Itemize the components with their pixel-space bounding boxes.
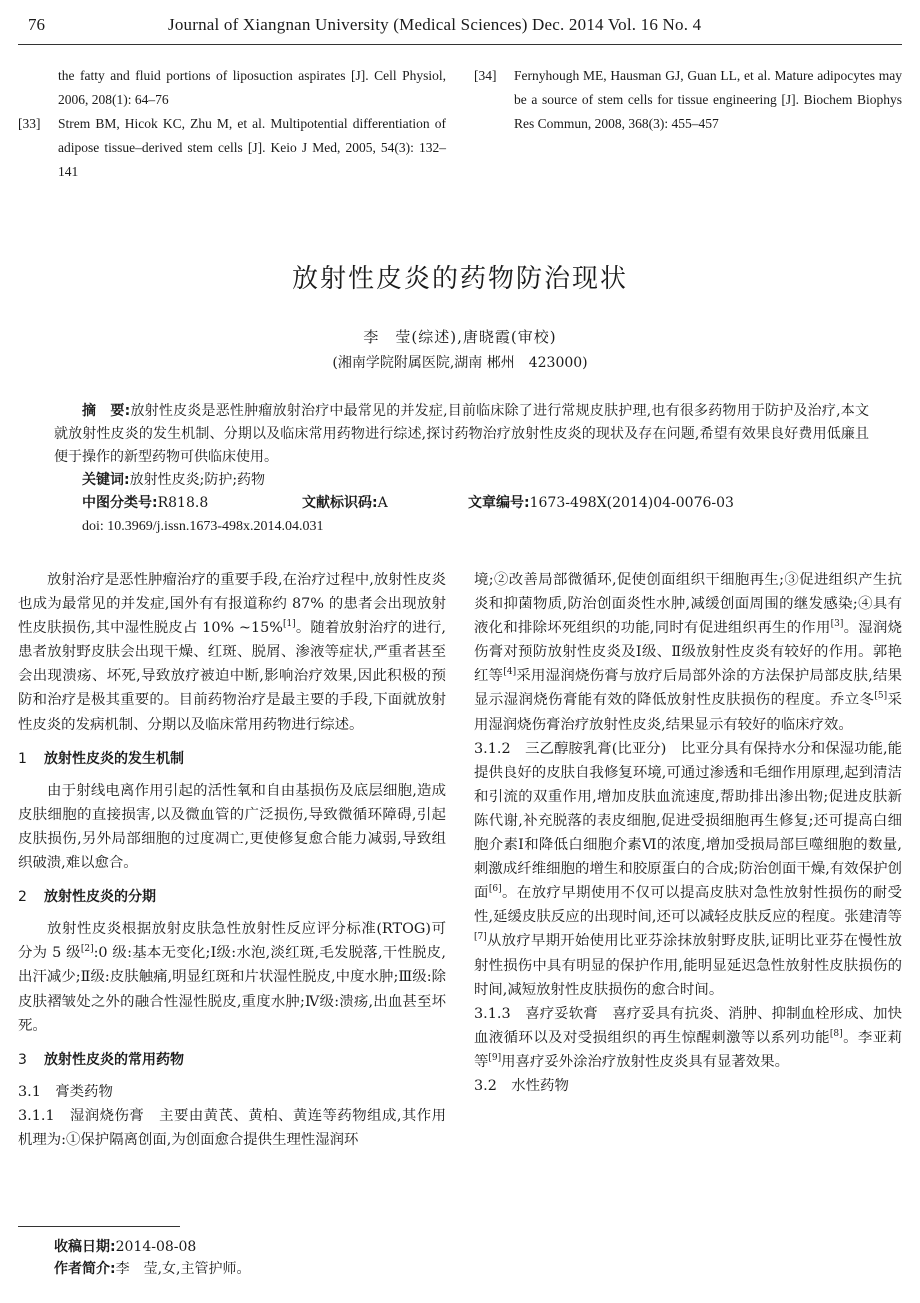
citation: [1]	[282, 619, 296, 630]
journal-running-head: Journal of Xiangnan University (Medical Sciences) Dec. 2014 Vol. 16 No. 4	[168, 15, 702, 34]
body-right-column	[474, 568, 902, 1098]
section-heading-2: 2 放射性皮炎的分期	[18, 889, 156, 906]
header-rule	[18, 44, 902, 45]
reference-text: Strem BM, Hicok KC, Zhu M, et al. Multipotential differentiation of adipose tissue–derived stem cells [J]. Keio J Med, 2005, 54(3): 132–141	[58, 116, 446, 179]
clc-field	[82, 492, 302, 515]
doccode-value: A	[377, 495, 388, 511]
footnote-rule	[18, 1226, 180, 1227]
received-date: 收稿日期:2014-08-08	[54, 1239, 197, 1255]
section-2-paragraph: 放射性皮炎根据放射皮肤急性放射性反应评分标准(RTOG)可分为 5 级[2]:0 级:基本无变化;Ⅰ级:水泡,淡红斑,毛发脱落,干性脱皮,出汗减少;Ⅱ级:皮肤触痛,明显红斑和片状湿性脱皮,中度水肿;Ⅲ级:除皮肤褶皱处之外的融合性湿性脱皮,重度水肿;Ⅳ级:溃疡,出血甚至坏死。	[18, 921, 447, 1034]
section-heading-1: 1 放射性皮炎的发生机制	[18, 750, 184, 767]
articleno-value: 1673-498X(2014)04-0076-03	[529, 495, 734, 511]
doccode-label: 文献标识码:	[302, 495, 378, 511]
references-right-column	[474, 64, 902, 136]
footnotes	[54, 1236, 251, 1280]
doi: doi: 10.3969/j.issn.1673-498x.2014.04.031	[82, 519, 324, 534]
reference-item	[18, 64, 446, 112]
references-left-column	[18, 64, 446, 184]
reference-text: the fatty and fluid portions of liposuction aspirates [J]. Cell Physiol, 2006, 208(1): 64–76	[58, 68, 446, 107]
page-header	[18, 14, 902, 36]
article-authors: 李 莹(综述),唐晓霞(审校)	[363, 328, 557, 346]
paragraph-3-1-1-continued: 境;②改善局部微循环,促使创面组织干细胞再生;③促进组织产生抗炎和抑菌物质,防治创面炎性水肿,减缓创面周围的继发感染;④具有液化和排除坏死组织的功能,同时有促进组织再生的作用[3]。湿润烧伤膏对预防放射性皮炎及Ⅰ级、Ⅱ级放射性皮炎有较好的作用。郭艳红等[4]采用湿润烧伤膏与放疗后局部外涂的方法保护局部皮肤,结果显示湿润烧伤膏能有效的降低放射性皮肤损伤的程度。乔立冬[5]采用湿润烧伤膏治疗放射性皮炎,结果显示有较好的临床疗效。	[474, 572, 902, 733]
article-title: 放射性皮炎的药物防治现状	[291, 264, 628, 294]
clc-value: R818.8	[157, 495, 209, 511]
reference-number: [34]	[474, 68, 497, 83]
abstract-text: 放射性皮炎是恶性肿瘤放射治疗中最常见的并发症,目前临床除了进行常规皮肤护理,也有很多药物用于防护及治疗,本文就放射性皮炎的发生机制、分期以及临床常用药物进行综述,探讨药物治疗放射性皮炎的现状及存在问题,希望有效果良好费用低廉且便于操作的新型药物可供临床使用。	[54, 403, 869, 465]
articleno-label: 文章编号:	[468, 495, 530, 511]
articleno-field	[468, 492, 734, 515]
reference-text: Fernyhough ME, Hausman GJ, Guan LL, et al. Mature adipocytes may be a source of stem cells for tissue engineering [J]. Biochem Biophys Res Commun, 2008, 368(3): 455–457	[514, 68, 902, 131]
reference-number: [33]	[18, 116, 41, 131]
doccode-field	[302, 492, 468, 515]
section-1-paragraph: 由于射线电离作用引起的活性氧和自由基损伤及底层细胞,造成皮肤细胞的直接损害,以及微血管的广泛损伤,导致微循环障碍,引起皮肤损伤,另外局部细胞的过度凋亡,更使修复愈合能力减弱,导致组织破溃,难以愈合。	[18, 782, 446, 872]
abstract-block	[54, 400, 869, 538]
section-heading-3: 3 放射性皮炎的常用药物	[18, 1051, 184, 1068]
reference-item	[18, 112, 446, 184]
keywords-line	[54, 469, 869, 492]
body-left-column	[18, 568, 446, 1152]
classification-line	[54, 492, 869, 515]
abstract	[54, 400, 869, 469]
author-bio: 作者简介:李 莹,女,主管护师。	[54, 1261, 251, 1277]
article-affiliation: (湘南学院附属医院,湖南 郴州 423000)	[332, 355, 588, 371]
subsection-3-1-1: 3.1.1 湿润烧伤膏 主要由黄芪、黄柏、黄连等药物组成,其作用机理为:①保护隔离创面,为创面愈合提供生理性湿润环	[18, 1107, 447, 1148]
abstract-label: 摘 要:	[82, 403, 131, 419]
citation: [2]	[80, 944, 94, 955]
subsection-3-1-3: 3.1.3 喜疗妥软膏 喜疗妥具有抗炎、消肿、抑制血栓形成、加快血液循环以及对受损组织的再生惊醒刺激等以系列功能[8]。李亚莉等[9]用喜疗妥外涂治疗放射性皮炎具有显著效果。	[474, 1005, 902, 1070]
subsection-3-1: 3.1 膏类药物	[18, 1083, 113, 1100]
page-number: 76	[28, 15, 45, 34]
reference-item	[474, 64, 902, 136]
keywords-label: 关键词:	[82, 472, 130, 488]
subsection-3-2: 3.2 水性药物	[474, 1077, 569, 1094]
intro-paragraph: 放射治疗是恶性肿瘤治疗的重要手段,在治疗过程中,放射性皮炎也成为最常见的并发症,国外有有报道称约 87% 的患者会出现放射性皮肤损伤,其中湿性脱皮占 10% ~15%[1]。随着放射治疗的进行,患者放射野皮肤会出现干燥、红斑、脱屑、渗液等症状,严重者甚至会出现溃疡、坏死,导致放疗被迫中断,影响治疗效果,因此积极的预防和治疗是极其重要的。目前药物治疗是最主要的手段,下面就放射性皮炎的发病机制、分期以及临床常用药物进行综述。	[18, 572, 446, 733]
clc-label: 中图分类号:	[82, 495, 158, 511]
keywords: 放射性皮炎;防护;药物	[129, 472, 266, 488]
subsection-3-1-2: 3.1.2 三乙醇胺乳膏(比亚分) 比亚分具有保持水分和保湿功能,能提供良好的皮肤自我修复环境,可通过渗透和毛细作用原理,起到清洁和引流的双重作用,增加皮肤血流速度,帮助排出渗出物;促进皮肤新陈代谢,补充脱落的表皮细胞,促进受损细胞再生修复;还可提高白细胞介素Ⅰ和降低白细胞介素Ⅵ的浓度,增加受损局部巨噬细胞的数量,刺激成纤维细胞的增生和胶原蛋白的合成;防治创面干燥,有效保护创面[6]。在放疗早期使用不仅可以提高皮肤对急性放射性损伤的耐受性,延缓皮肤反应的出现时间,还可以减轻皮肤反应的程度。张建清等[7]从放疗早期开始使用比亚芬涂抹放射野皮肤,证明比亚芬在慢性放射性损伤中具有明显的保护作用,能明显延迟急性放射性皮肤损伤的时间,减短放射性皮肤损伤的愈合时间。	[474, 740, 902, 998]
